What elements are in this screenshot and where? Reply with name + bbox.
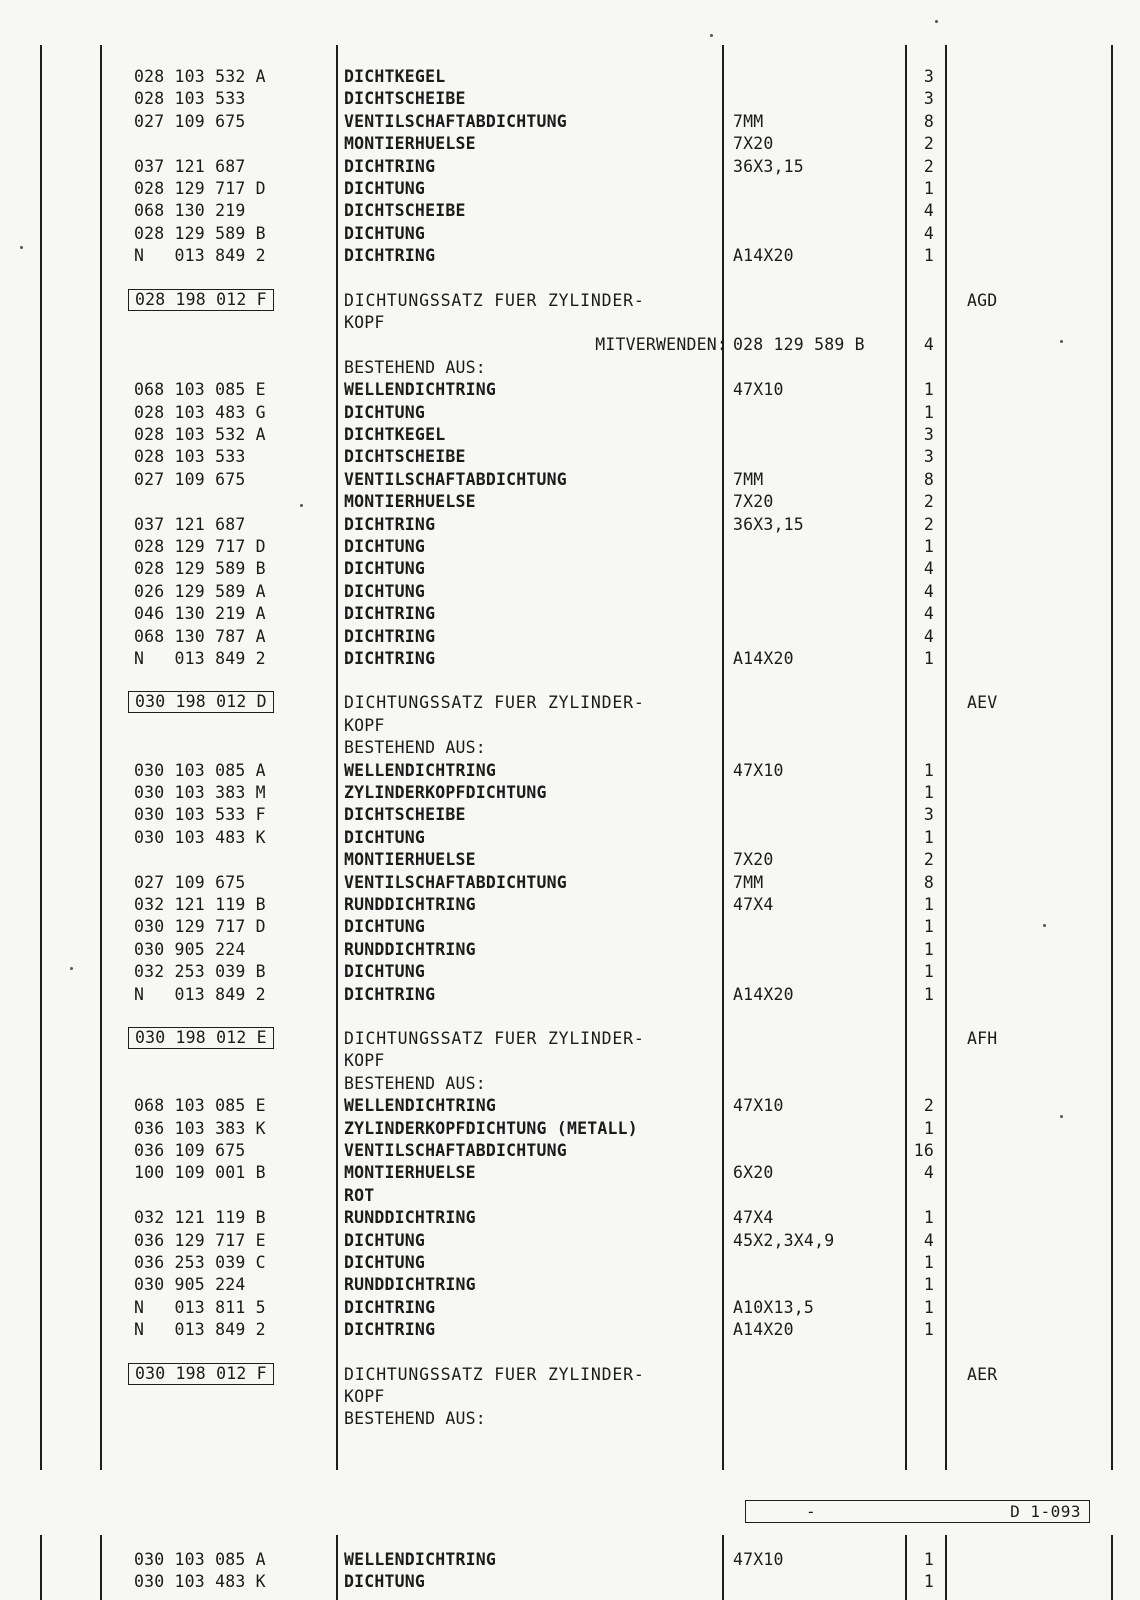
quantity: 1 (923, 1275, 934, 1295)
part-number: 068 130 787 A (134, 626, 266, 646)
part-number: 030 103 483 K (134, 1572, 266, 1592)
description: DICHTUNG (344, 537, 426, 556)
page-reference-dash: - (806, 1502, 816, 1521)
table-row (0, 938, 1140, 961)
quantity: 4 (923, 559, 934, 579)
kit-header-row (0, 289, 1140, 312)
part-number: 036 129 717 E (134, 1230, 266, 1250)
dimension: 47X10 (733, 760, 784, 780)
table-row (0, 647, 1140, 670)
dimension: 36X3,15 (733, 156, 804, 176)
part-number: 030 905 224 (134, 1275, 246, 1295)
dimension: 7MM (733, 111, 764, 131)
description: DICHTUNG (344, 402, 426, 422)
quantity: 4 (923, 604, 934, 624)
part-number: 028 129 589 B (134, 223, 266, 243)
description: DICHTUNG (344, 559, 426, 579)
table-row (0, 110, 1140, 133)
quantity: 1 (923, 783, 934, 802)
description: DICHTUNG (344, 1253, 426, 1272)
description: DICHTUNGSSATZ FUER ZYLINDER- (344, 693, 645, 713)
quantity: 4 (923, 626, 934, 646)
table-row (0, 1094, 1140, 1117)
description: WELLENDICHTRING (344, 760, 497, 780)
mitverwenden-label: MITVERWENDEN: (595, 335, 727, 355)
quantity: 2 (923, 492, 934, 512)
part-number: 028 129 717 D (134, 179, 266, 198)
quantity: 16 (913, 1141, 934, 1160)
quantity: 4 (923, 581, 934, 601)
description: BESTEHEND AUS: (344, 357, 486, 377)
part-number: 100 109 001 B (134, 1163, 266, 1183)
dimension: 028 129 589 B (733, 335, 865, 355)
table-row (0, 333, 1140, 356)
quantity: 4 (923, 1230, 934, 1250)
part-number: 030 905 224 (134, 939, 246, 959)
quantity: 1 (923, 537, 934, 556)
part-number: 036 253 039 C (134, 1253, 266, 1272)
table-row (0, 781, 1140, 804)
part-number: 028 129 589 B (134, 559, 266, 579)
part-number: 030 129 717 D (134, 917, 266, 937)
description: DICHTUNGSSATZ FUER ZYLINDER- (344, 1029, 645, 1048)
description: DICHTRING (344, 604, 436, 624)
description: RUNDDICHTRING (344, 939, 476, 959)
dimension: 47X10 (733, 1096, 784, 1116)
scan-speck (300, 504, 303, 507)
part-number: 028 103 532 A (134, 67, 266, 86)
description: KOPF (344, 1051, 385, 1071)
quantity: 2 (923, 514, 934, 534)
quantity: 1 (923, 827, 934, 847)
table-row (0, 311, 1140, 334)
table-row (0, 356, 1140, 379)
table-row (0, 848, 1140, 871)
scan-speck (1060, 1115, 1063, 1118)
table-row (0, 1229, 1140, 1252)
part-number: 030 198 012 D (128, 691, 274, 713)
description: DICHTKEGEL (344, 425, 446, 444)
part-number: 028 198 012 F (128, 289, 274, 311)
part-number: N 013 849 2 (134, 246, 266, 266)
quantity: 2 (923, 1096, 934, 1116)
scan-speck (935, 20, 938, 23)
dimension: 36X3,15 (733, 514, 804, 534)
description: MONTIERHUELSE (344, 1163, 476, 1183)
description: DICHTRING (344, 649, 436, 668)
part-number: 027 109 675 (134, 469, 246, 489)
description: RUNDDICHTRING (344, 1208, 476, 1228)
part-number: 032 253 039 B (134, 962, 266, 982)
table-row (0, 468, 1140, 491)
quantity: 1 (923, 402, 934, 422)
description: ROT (344, 1185, 375, 1205)
part-number: 030 103 533 F (134, 805, 266, 825)
quantity: 1 (923, 1253, 934, 1272)
part-number: 030 103 085 A (134, 1550, 266, 1569)
table-row (0, 87, 1140, 110)
page-reference: D 1-093 (1010, 1502, 1081, 1521)
part-number: 037 121 687 (134, 156, 246, 176)
part-number: N 013 849 2 (134, 984, 266, 1004)
dimension: 47X10 (733, 380, 784, 400)
description: DICHTUNGSSATZ FUER ZYLINDER- (344, 1364, 645, 1384)
table-row (0, 1049, 1140, 1072)
quantity: 1 (923, 962, 934, 982)
part-number: 028 103 532 A (134, 425, 266, 444)
quantity: 4 (923, 1163, 934, 1183)
description: DICHTRING (344, 514, 436, 534)
quantity: 3 (923, 805, 934, 825)
table-row (0, 401, 1140, 424)
dimension: A14X20 (733, 984, 794, 1004)
description: RUNDDICHTRING (344, 1275, 476, 1295)
code: AGD (967, 290, 998, 310)
quantity: 4 (923, 223, 934, 243)
part-number: 028 103 533 (134, 89, 246, 109)
part-number: 036 103 383 K (134, 1118, 266, 1138)
quantity: 8 (923, 111, 934, 131)
table-row (0, 759, 1140, 782)
dimension: A14X20 (733, 1320, 794, 1340)
table-row (0, 1117, 1140, 1140)
description: VENTILSCHAFTABDICHTUNG (344, 469, 567, 489)
description: BESTEHEND AUS: (344, 738, 486, 758)
part-number: 068 103 085 E (134, 380, 266, 400)
table-row (0, 199, 1140, 222)
table-row (0, 1161, 1140, 1184)
quantity: 1 (923, 1297, 934, 1317)
part-number: 028 129 717 D (134, 537, 266, 556)
table-row (0, 177, 1140, 200)
scan-speck (70, 967, 73, 970)
table-row (0, 1296, 1140, 1319)
part-number: N 013 849 2 (134, 649, 266, 668)
description: VENTILSCHAFTABDICHTUNG (344, 872, 567, 892)
quantity: 4 (923, 201, 934, 221)
quantity: 1 (923, 1572, 934, 1592)
description: DICHTRING (344, 156, 436, 176)
part-number: 030 198 012 E (128, 1027, 274, 1049)
part-number: 030 198 012 F (128, 1363, 274, 1385)
description: DICHTRING (344, 1297, 436, 1317)
description: DICHTKEGEL (344, 67, 446, 86)
part-number: 030 103 383 M (134, 783, 266, 802)
table-row (0, 1407, 1140, 1430)
table-row (0, 1548, 1140, 1571)
part-number: 030 103 085 A (134, 760, 266, 780)
quantity: 4 (923, 335, 934, 355)
code: AER (967, 1364, 998, 1384)
scan-speck (1043, 924, 1046, 927)
table-row (0, 378, 1140, 401)
description: DICHTUNG (344, 917, 426, 937)
description: WELLENDICHTRING (344, 380, 497, 400)
quantity: 1 (923, 895, 934, 914)
table-row (0, 893, 1140, 916)
part-number: 032 121 119 B (134, 1208, 266, 1228)
quantity: 3 (923, 425, 934, 444)
table-row (0, 871, 1140, 894)
table-row (0, 1318, 1140, 1341)
table-row (0, 602, 1140, 625)
table-row (0, 222, 1140, 245)
part-number: 032 121 119 B (134, 895, 266, 914)
description: KOPF (344, 313, 385, 332)
part-number: N 013 849 2 (134, 1320, 266, 1340)
dimension: A10X13,5 (733, 1297, 815, 1317)
table-row (0, 155, 1140, 178)
quantity: 1 (923, 1320, 934, 1340)
quantity: 1 (923, 179, 934, 198)
description: RUNDDICHTRING (344, 895, 476, 914)
description: DICHTUNG (344, 1572, 426, 1592)
scan-speck (1060, 340, 1063, 343)
dimension: A14X20 (733, 649, 794, 668)
part-number: 026 129 589 A (134, 581, 266, 601)
description: DICHTRING (344, 626, 436, 646)
part-number: 027 109 675 (134, 111, 246, 131)
description: ZYLINDERKOPFDICHTUNG (344, 783, 547, 802)
description: DICHTUNG (344, 179, 426, 198)
part-number: 036 109 675 (134, 1141, 246, 1160)
description: DICHTSCHEIBE (344, 805, 466, 825)
dimension: 7X20 (733, 492, 774, 512)
description: MONTIERHUELSE (344, 134, 476, 154)
table-row (0, 803, 1140, 826)
table-row (0, 915, 1140, 938)
description: DICHTSCHEIBE (344, 447, 466, 467)
quantity: 1 (923, 380, 934, 400)
table-row (0, 132, 1140, 155)
quantity: 2 (923, 156, 934, 176)
part-number: 028 103 533 (134, 447, 246, 467)
description: WELLENDICHTRING (344, 1096, 497, 1116)
part-number: 030 103 483 K (134, 827, 266, 847)
quantity: 3 (923, 67, 934, 86)
description: ZYLINDERKOPFDICHTUNG (METALL) (344, 1118, 638, 1138)
kit-header-row (0, 691, 1140, 714)
part-number: 046 130 219 A (134, 604, 266, 624)
quantity: 8 (923, 469, 934, 489)
quantity: 1 (923, 760, 934, 780)
description: DICHTUNG (344, 962, 426, 982)
description: DICHTUNG (344, 581, 426, 601)
kit-header-row (0, 1363, 1140, 1386)
dimension: 45X2,3X4,9 (733, 1230, 835, 1250)
table-row (0, 557, 1140, 580)
part-number: N 013 811 5 (134, 1297, 266, 1317)
quantity: 1 (923, 246, 934, 266)
description: DICHTSCHEIBE (344, 201, 466, 221)
quantity: 2 (923, 134, 934, 154)
dimension: 47X10 (733, 1550, 784, 1569)
quantity: 3 (923, 447, 934, 467)
description: KOPF (344, 1387, 385, 1406)
dimension: 47X4 (733, 895, 774, 914)
quantity: 1 (923, 1118, 934, 1138)
description: DICHTUNG (344, 1230, 426, 1250)
table-row (0, 423, 1140, 446)
table-row (0, 983, 1140, 1006)
table-row (0, 490, 1140, 513)
table-row (0, 1251, 1140, 1274)
table-row (0, 445, 1140, 468)
part-number: 027 109 675 (134, 872, 246, 892)
part-number: 068 103 085 E (134, 1096, 266, 1116)
code: AFH (967, 1029, 998, 1048)
part-number: 028 103 483 G (134, 402, 266, 422)
table-row (0, 535, 1140, 558)
kit-header-row (0, 1027, 1140, 1050)
table-row (0, 244, 1140, 267)
table-row (0, 513, 1140, 536)
description: BESTEHEND AUS: (344, 1409, 486, 1429)
description: DICHTRING (344, 984, 436, 1004)
table-row (0, 1273, 1140, 1296)
dimension: 47X4 (733, 1208, 774, 1228)
description: MONTIERHUELSE (344, 850, 476, 870)
quantity: 8 (923, 872, 934, 892)
scan-speck (710, 34, 713, 37)
table-row (0, 826, 1140, 849)
part-number: 068 130 219 (134, 201, 246, 221)
table-row (0, 1184, 1140, 1207)
quantity: 1 (923, 1208, 934, 1228)
dimension: 7X20 (733, 850, 774, 870)
quantity: 3 (923, 89, 934, 109)
quantity: 1 (923, 1550, 934, 1569)
description: DICHTUNGSSATZ FUER ZYLINDER- (344, 290, 645, 310)
quantity: 1 (923, 917, 934, 937)
dimension: 7X20 (733, 134, 774, 154)
description: MONTIERHUELSE (344, 492, 476, 512)
description: DICHTUNG (344, 223, 426, 243)
table-row (0, 1570, 1140, 1593)
table-row (0, 1072, 1140, 1095)
table-row (0, 1206, 1140, 1229)
table-row (0, 65, 1140, 88)
quantity: 2 (923, 850, 934, 870)
quantity: 1 (923, 984, 934, 1004)
dimension: 7MM (733, 872, 764, 892)
dimension: 6X20 (733, 1163, 774, 1183)
table-row (0, 960, 1140, 983)
description: VENTILSCHAFTABDICHTUNG (344, 111, 567, 131)
description: DICHTSCHEIBE (344, 89, 466, 109)
page-reference-box (745, 1500, 1090, 1523)
dimension: A14X20 (733, 246, 794, 266)
description: VENTILSCHAFTABDICHTUNG (344, 1141, 567, 1160)
description: KOPF (344, 715, 385, 735)
table-row (0, 736, 1140, 759)
dimension: 7MM (733, 469, 764, 489)
description: WELLENDICHTRING (344, 1550, 497, 1569)
part-number: 037 121 687 (134, 514, 246, 534)
quantity: 1 (923, 649, 934, 668)
table-row (0, 625, 1140, 648)
table-row (0, 1385, 1140, 1408)
description: DICHTRING (344, 1320, 436, 1340)
table-row (0, 580, 1140, 603)
table-row (0, 714, 1140, 737)
description: BESTEHEND AUS: (344, 1073, 486, 1093)
description: DICHTUNG (344, 827, 426, 847)
description: DICHTRING (344, 246, 436, 266)
table-row (0, 1139, 1140, 1162)
quantity: 1 (923, 939, 934, 959)
code: AEV (967, 693, 998, 713)
scan-speck (20, 246, 23, 249)
